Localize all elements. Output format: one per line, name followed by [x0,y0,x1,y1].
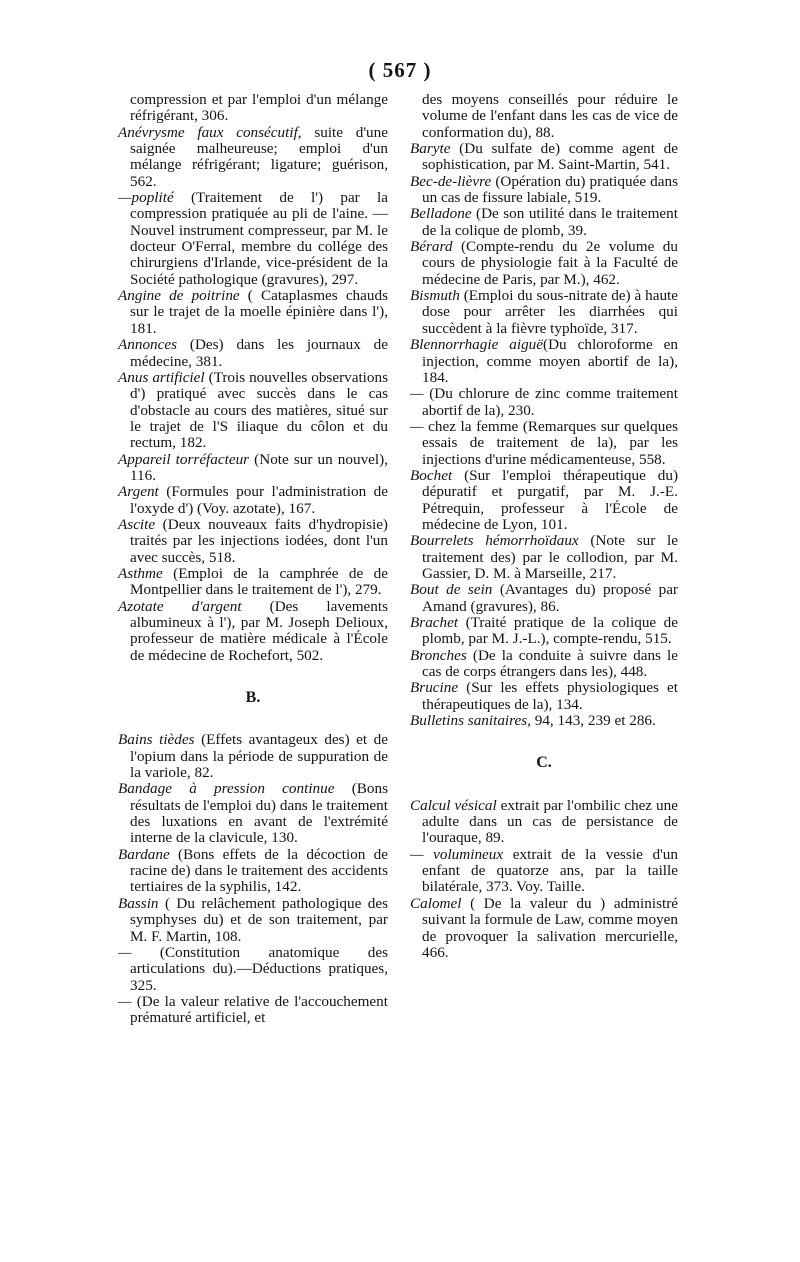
entry-term: Bardane [118,845,170,863]
index-entry [118,484,388,517]
section-letter: B. [245,689,261,707]
entry-term: — [118,943,132,961]
entry-term: Angine de poitrine [118,287,240,305]
index-entry [118,599,388,664]
entry-text: (Formules pour l'administration de l'oxyde d') (Voy. azotate), 167. [130,483,388,517]
index-entry [118,517,388,566]
index-entry-continuation [118,92,388,125]
section-letter: C. [536,754,552,772]
entry-term: Bains tièdes [118,731,195,749]
entry-text: (Compte-rendu du 2e volume du cours de physiologie fait à la Faculté de médecine de Paris, par M.), 462. [422,238,678,288]
index-entry [118,781,388,846]
entry-text: (Note sur le traitement des) par le collodion, par M. Gassier, D. M. à Marseille, 217. [422,532,678,582]
index-entry [118,452,388,485]
entry-text: (Sur l'emploi thérapeutique du) dépuratif et purgatif, par M. J.-E. Pétrequin, professeur à l'École de médecine de Lyon, 101. [422,466,678,533]
index-entry-continuation [410,92,678,141]
index-entry [410,615,678,648]
entry-term: Brachet [410,614,459,631]
entry-term: Bismuth [410,287,460,305]
index-entry [410,847,678,896]
entry-text: (De la valeur relative de l'accouchement prématuré artificiel, et [130,992,388,1027]
index-entry [410,386,678,419]
index-column-left [118,92,388,1027]
entry-text: (Bons résultats de l'emploi du) dans le traitement des luxations en avant de l'extrémité interne de la clavicule, 130. [130,780,388,847]
index-entry [410,896,678,961]
entry-term: Bec-de-lièvre [410,172,492,190]
entry-text: suite d'une saignée malheureuse; emploi d'un mélange réfrigérant; ligature; guérison, 562. [130,123,388,190]
entry-term: Belladone [410,205,472,223]
entry-text: (Du sulfate de) comme agent de sophistication, par M. Saint-Martin, 541. [422,140,678,174]
index-entry [410,337,678,386]
entry-text: (De son utilité dans le traitement de la colique de plomb, 39. [422,205,678,239]
index-entry [410,206,678,239]
index-column-right [410,92,678,961]
index-entry [410,713,678,729]
entry-text: (Note sur un nouvel), 116. [130,450,388,484]
entry-text: (De la conduite à suivre dans le cas de corps étrangers dans les), 448. [422,646,678,681]
entry-term: Bourrelets hémorrhoïdaux [410,532,579,550]
index-entry [410,174,678,207]
index-entry [410,582,678,615]
entry-term: Appareil torréfacteur [118,450,250,468]
entry-term: Anus artificiel [118,368,205,386]
index-entry [410,239,678,288]
index-entry [118,190,388,288]
index-entry [410,419,678,468]
entry-term: Ascite [118,515,156,533]
entry-text: des moyens conseillés pour réduire le volume de l'enfant dans les cas de vice de conformation du), 88. [422,91,678,141]
entry-text: (Emploi de la camphrée de de Montpellier dans le traitement de l'), 279. [130,564,388,599]
entry-term: Calomel [410,894,462,912]
entry-term: Baryte [410,140,451,158]
entry-term: — [410,417,424,435]
entry-text: ( Du relâchement pathologique des symphyses du) et de son traitement, par M. F. Martin, 108. [130,894,388,945]
index-entry [410,468,678,533]
entry-term: Anévrysme faux consécutif, [118,123,302,141]
entry-text: (Deux nouveaux faits d'hydropisie) traités par les injections iodées, dont l'un avec succès, 518. [130,515,388,566]
entry-term: Azotate d'argent [118,597,242,615]
entry-term: Asthme [118,564,163,582]
entry-term: Bandage à pression continue [118,780,335,798]
entry-text: (Des lavements albumineux à l'), par M. Joseph Delioux, professeur de matière médicale à l'École de médecine de Rochefort, 502. [130,597,388,664]
entry-term: Bérard [410,238,453,256]
index-entry [118,288,388,337]
entry-text: (Des) dans les journaux de médecine, 381. [130,336,388,370]
entry-term: Brucine [410,679,459,697]
entry-term: Bassin [118,894,159,912]
entry-term: Bochet [410,466,453,484]
index-entry [118,370,388,452]
entry-term: Bulletins sanitaires, [410,712,531,730]
entry-text: chez la femme (Remarques sur quelques essais de traitement de la), par les injections d'urine médicamenteuse, 558. [422,417,678,468]
index-entry [410,680,678,713]
entry-text: ( Cataplasmes chauds sur le trajet de la moelle épinière dans l'), 181. [130,287,388,337]
entry-text: (Sur les effets physiologiques et thérapeutiques de la), 134. [422,679,678,713]
entry-text: extrait par l'ombilic chez une adulte dans un cas de persistance de l'ouraque, 89. [422,796,678,847]
entry-text: (Emploi du sous-nitrate de) à haute dose pour arrêter les diarrhées qui succèdent à la fièvre typhoïde, 317. [422,287,678,337]
entry-term: Annonces [118,336,178,354]
entry-term: Bout de sein [410,581,493,599]
index-entry [410,288,678,337]
entry-text: (Traitement de l') par la compression pratiquée au pli de l'aine. — Nouvel instrument compresseur, par M. le docteur O'Ferral, membre du collége des chirurgiens d'Irlande, vice-président de la Société pathologique (gravures), 297. [130,189,388,288]
entry-text: 94, 143, 239 et 286. [530,712,656,730]
page-number: ( 567 ) [368,58,432,82]
entry-text: (Effets avantageux des) et de l'opium dans la période de suppuration de la variole, 82. [130,731,389,782]
entry-term: Calcul vésical [410,796,497,814]
index-entry [118,945,388,994]
entry-term: — volumineux [410,845,504,863]
index-entry [410,533,678,582]
index-entry [118,896,388,945]
index-entry [410,798,678,847]
entry-term: —poplité [118,189,174,207]
index-entry [118,994,388,1027]
entry-text: (Du chlorure de zinc comme traitement abortif de la), 230. [422,385,678,419]
index-entry [118,847,388,896]
entry-text: extrait de la vessie d'un enfant de quatorze ans, par la taille bilatérale, 373. Voy. Taille. [422,845,678,896]
entry-term: — [118,992,132,1010]
entry-text: compression et par l'emploi d'un mélange réfrigérant, 306. [130,91,388,125]
index-entry [118,337,388,370]
entry-text: (Opération du) pratiquée dans un cas de fissure labiale, 519. [422,172,678,207]
index-entry [410,648,678,681]
entry-text: (Traité pratique de la colique de plomb, par M. J.-L.), compte-rendu, 515. [422,614,678,648]
index-entry [118,732,388,781]
entry-text: (Du chloroforme en injection, comme moyen abortif de la), 184. [422,336,678,386]
entry-text: (Constitution anatomique des articulations du).—Déductions pratiques, 325. [130,943,388,994]
entry-text: (Bons effets de la décoction de racine de) dans le traitement des accidents tertiaires de la syphilis, 142. [130,845,388,896]
entry-text: (Trois nouvelles observations d') pratiqué avec succès dans le cas d'obstacle au cours des matières, situé sur le trajet de l'S iliaque du côlon et du rectum, 182. [130,368,388,452]
entry-text: ( De la valeur du ) administré suivant la formule de Law, comme moyen de provoquer la salivation mercurielle, 466. [422,894,678,961]
entry-term: Argent [118,483,159,501]
index-entry [410,141,678,174]
entry-text: (Avantages du) proposé par Amand (gravures), 86. [422,581,678,615]
index-entry [118,125,388,190]
entry-term: Blennorrhagie aiguë [410,336,544,354]
index-entry [118,566,388,599]
entry-term: Bronches [410,646,467,664]
entry-term: — [410,385,424,403]
